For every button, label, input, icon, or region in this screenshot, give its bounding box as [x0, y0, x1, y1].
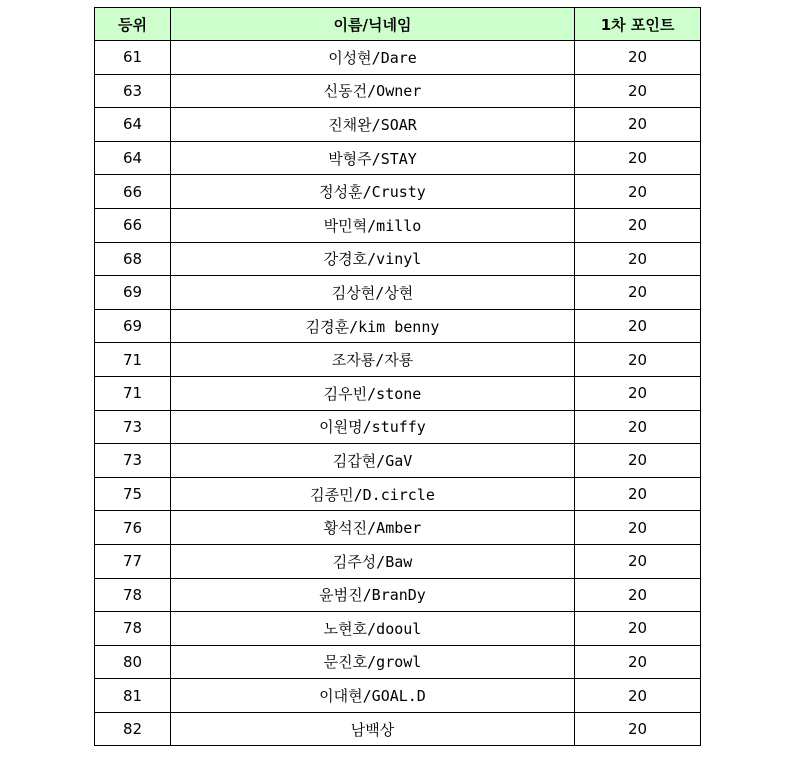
points-cell: 20	[575, 679, 701, 713]
points-cell: 20	[575, 242, 701, 276]
rank-cell: 77	[95, 544, 171, 578]
points-cell: 20	[575, 141, 701, 175]
rank-cell: 61	[95, 41, 171, 75]
points-cell: 20	[575, 74, 701, 108]
name-cell: 진채완/SOAR	[171, 108, 575, 142]
table-row	[95, 511, 701, 545]
name-cell: 조자룡/자룡	[171, 343, 575, 377]
rank-cell: 66	[95, 175, 171, 209]
rank-cell: 73	[95, 444, 171, 478]
points-cell: 20	[575, 712, 701, 746]
rank-cell: 71	[95, 376, 171, 410]
points-header: 1차 포인트	[575, 8, 701, 41]
points-cell: 20	[575, 309, 701, 343]
points-cell: 20	[575, 511, 701, 545]
points-cell: 20	[575, 444, 701, 478]
name-cell: 김주성/Baw	[171, 544, 575, 578]
header-row	[95, 8, 701, 41]
name-cell: 김우빈/stone	[171, 376, 575, 410]
name-cell: 이성현/Dare	[171, 41, 575, 75]
rank-cell: 69	[95, 276, 171, 310]
name-cell: 윤범진/BranDy	[171, 578, 575, 612]
name-cell: 남백상	[171, 712, 575, 746]
rank-cell: 66	[95, 208, 171, 242]
rank-cell: 63	[95, 74, 171, 108]
points-cell: 20	[575, 544, 701, 578]
name-cell: 신동건/Owner	[171, 74, 575, 108]
name-cell: 문진호/growl	[171, 645, 575, 679]
rank-cell: 73	[95, 410, 171, 444]
name-cell: 박민혁/millo	[171, 208, 575, 242]
points-cell: 20	[575, 108, 701, 142]
rank-cell: 71	[95, 343, 171, 377]
name-cell: 김종민/D.circle	[171, 477, 575, 511]
points-cell: 20	[575, 41, 701, 75]
name-cell: 노현호/dooul	[171, 612, 575, 646]
table-row	[95, 712, 701, 746]
table-row	[95, 645, 701, 679]
points-cell: 20	[575, 276, 701, 310]
points-cell: 20	[575, 376, 701, 410]
table-row	[95, 612, 701, 646]
table-row	[95, 208, 701, 242]
rank-header: 등위	[95, 8, 171, 41]
points-cell: 20	[575, 343, 701, 377]
rank-cell: 80	[95, 645, 171, 679]
name-cell: 정성훈/Crusty	[171, 175, 575, 209]
points-cell: 20	[575, 645, 701, 679]
table-row	[95, 343, 701, 377]
rank-cell: 75	[95, 477, 171, 511]
table-row	[95, 679, 701, 713]
name-cell: 이원명/stuffy	[171, 410, 575, 444]
table-row	[95, 276, 701, 310]
rank-cell: 78	[95, 612, 171, 646]
table-row	[95, 578, 701, 612]
table-row	[95, 477, 701, 511]
table-row	[95, 309, 701, 343]
table-row	[95, 444, 701, 478]
points-cell: 20	[575, 208, 701, 242]
name-header: 이름/닉네임	[171, 8, 575, 41]
rank-cell: 64	[95, 141, 171, 175]
rank-cell: 76	[95, 511, 171, 545]
table-row	[95, 175, 701, 209]
table-body	[95, 41, 701, 746]
rank-cell: 64	[95, 108, 171, 142]
points-cell: 20	[575, 612, 701, 646]
points-cell: 20	[575, 175, 701, 209]
rank-cell: 78	[95, 578, 171, 612]
table-row	[95, 242, 701, 276]
name-cell: 강경호/vinyl	[171, 242, 575, 276]
rank-cell: 82	[95, 712, 171, 746]
name-cell: 김갑현/GaV	[171, 444, 575, 478]
table-row	[95, 141, 701, 175]
name-cell: 김상현/상현	[171, 276, 575, 310]
name-cell: 이대현/GOAL.D	[171, 679, 575, 713]
rank-cell: 69	[95, 309, 171, 343]
table-row	[95, 410, 701, 444]
ranking-table	[94, 7, 701, 746]
name-cell: 박형주/STAY	[171, 141, 575, 175]
name-cell: 김경훈/kim benny	[171, 309, 575, 343]
points-cell: 20	[575, 410, 701, 444]
table-row	[95, 376, 701, 410]
table-row	[95, 108, 701, 142]
rank-cell: 81	[95, 679, 171, 713]
table-row	[95, 544, 701, 578]
table-row	[95, 41, 701, 75]
rank-cell: 68	[95, 242, 171, 276]
points-cell: 20	[575, 477, 701, 511]
table-row	[95, 74, 701, 108]
name-cell: 황석진/Amber	[171, 511, 575, 545]
points-cell: 20	[575, 578, 701, 612]
